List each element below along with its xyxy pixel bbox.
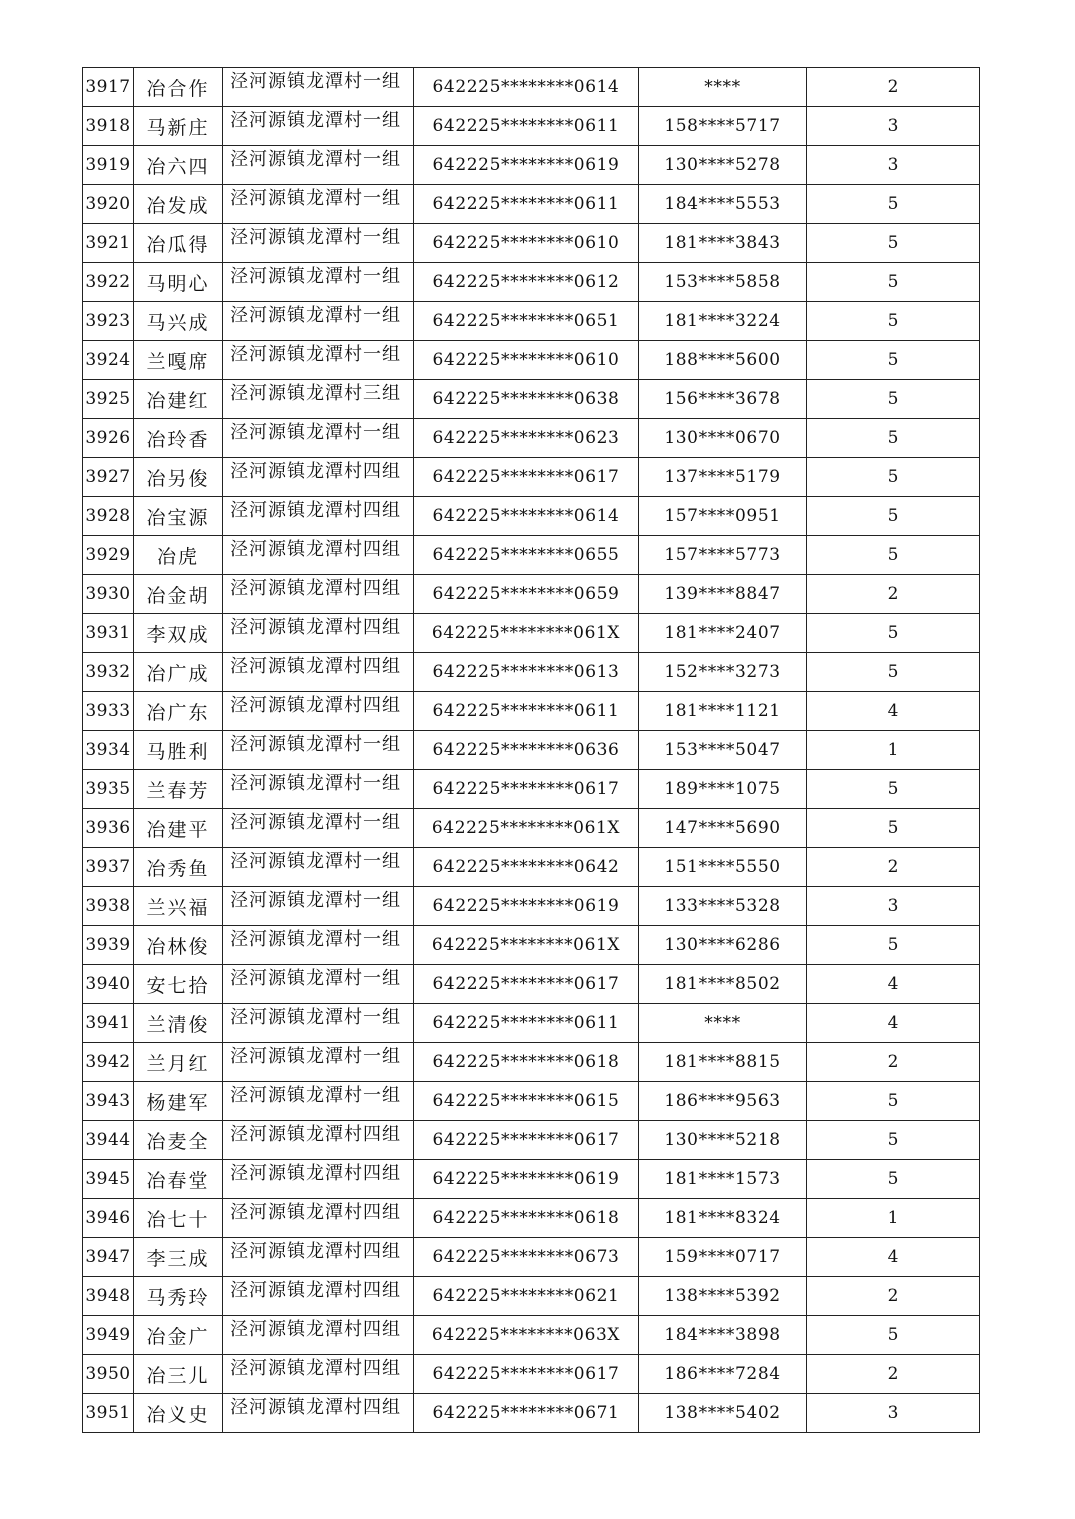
address-cell <box>223 1160 414 1199</box>
phone-cell: 159****0717 <box>639 1238 807 1277</box>
id-number-cell: 642225********0619 <box>414 1160 639 1199</box>
phone-cell: 181****1121 <box>639 692 807 731</box>
id-number-cell: 642225********0642 <box>414 848 639 887</box>
address-text: 泾河源镇龙潭村一组 <box>230 773 401 794</box>
name-cell: 冶义史 <box>134 1394 223 1433</box>
household-count-cell: 3 <box>807 1394 980 1433</box>
table-row <box>83 692 980 731</box>
id-number-cell: 642225********0619 <box>414 146 639 185</box>
household-count-cell: 3 <box>807 146 980 185</box>
id-number-cell: 642225********0611 <box>414 107 639 146</box>
table-row <box>83 107 980 146</box>
address-text: 泾河源镇龙潭村四组 <box>230 1202 401 1223</box>
household-count-cell: 2 <box>807 1277 980 1316</box>
address-text: 泾河源镇龙潭村四组 <box>230 1358 401 1379</box>
row-number-cell: 3936 <box>83 809 134 848</box>
row-number-cell: 3918 <box>83 107 134 146</box>
address-cell <box>223 1394 414 1433</box>
row-number-cell: 3948 <box>83 1277 134 1316</box>
household-count-cell: 4 <box>807 965 980 1004</box>
table-row <box>83 926 980 965</box>
id-number-cell: 642225********0612 <box>414 263 639 302</box>
row-number-cell: 3933 <box>83 692 134 731</box>
table-row <box>83 1043 980 1082</box>
table-row <box>83 1199 980 1238</box>
phone-cell: 151****5550 <box>639 848 807 887</box>
address-text: 泾河源镇龙潭村一组 <box>230 1007 401 1028</box>
household-count-cell: 2 <box>807 68 980 107</box>
id-number-cell: 642225********0617 <box>414 1121 639 1160</box>
address-cell <box>223 263 414 302</box>
name-cell: 冶发成 <box>134 185 223 224</box>
household-count-cell: 3 <box>807 107 980 146</box>
name-cell: 冶林俊 <box>134 926 223 965</box>
row-number-cell: 3924 <box>83 341 134 380</box>
phone-cell: 181****3224 <box>639 302 807 341</box>
address-cell <box>223 614 414 653</box>
address-cell <box>223 497 414 536</box>
row-number-cell: 3937 <box>83 848 134 887</box>
table-row <box>83 575 980 614</box>
household-count-cell: 5 <box>807 263 980 302</box>
address-cell <box>223 926 414 965</box>
name-cell: 冶另俊 <box>134 458 223 497</box>
row-number-cell: 3935 <box>83 770 134 809</box>
address-text: 泾河源镇龙潭村四组 <box>230 1163 401 1184</box>
name-cell: 冶建红 <box>134 380 223 419</box>
address-cell <box>223 653 414 692</box>
table-row <box>83 1004 980 1043</box>
phone-cell: 147****5690 <box>639 809 807 848</box>
phone-cell: 189****1075 <box>639 770 807 809</box>
household-count-cell: 2 <box>807 1355 980 1394</box>
id-number-cell: 642225********0611 <box>414 1004 639 1043</box>
phone-cell: **** <box>639 68 807 107</box>
row-number-cell: 3938 <box>83 887 134 926</box>
id-number-cell: 642225********0671 <box>414 1394 639 1433</box>
name-cell: 兰兴福 <box>134 887 223 926</box>
row-number-cell: 3950 <box>83 1355 134 1394</box>
address-text: 泾河源镇龙潭村四组 <box>230 1241 401 1262</box>
address-cell <box>223 770 414 809</box>
table-row <box>83 614 980 653</box>
id-number-cell: 642225********061X <box>414 926 639 965</box>
row-number-cell: 3941 <box>83 1004 134 1043</box>
address-text: 泾河源镇龙潭村一组 <box>230 149 401 170</box>
address-cell <box>223 965 414 1004</box>
id-number-cell: 642225********0611 <box>414 692 639 731</box>
phone-cell: 181****8815 <box>639 1043 807 1082</box>
address-cell <box>223 1277 414 1316</box>
household-count-cell: 5 <box>807 1160 980 1199</box>
address-text: 泾河源镇龙潭村四组 <box>230 1319 401 1340</box>
row-number-cell: 3919 <box>83 146 134 185</box>
id-number-cell: 642225********0618 <box>414 1199 639 1238</box>
row-number-cell: 3951 <box>83 1394 134 1433</box>
address-cell <box>223 731 414 770</box>
household-count-cell: 5 <box>807 1082 980 1121</box>
table-row <box>83 458 980 497</box>
table-row <box>83 263 980 302</box>
phone-cell: 130****5278 <box>639 146 807 185</box>
id-number-cell: 642225********0614 <box>414 497 639 536</box>
address-text: 泾河源镇龙潭村一组 <box>230 734 401 755</box>
name-cell: 马新庄 <box>134 107 223 146</box>
name-cell: 李双成 <box>134 614 223 653</box>
table-row <box>83 770 980 809</box>
address-text: 泾河源镇龙潭村一组 <box>230 110 401 131</box>
address-text: 泾河源镇龙潭村四组 <box>230 461 401 482</box>
address-cell <box>223 224 414 263</box>
table-row <box>83 1160 980 1199</box>
table-row <box>83 341 980 380</box>
household-count-cell: 5 <box>807 302 980 341</box>
name-cell: 冶广东 <box>134 692 223 731</box>
address-cell <box>223 1121 414 1160</box>
id-number-cell: 642225********0621 <box>414 1277 639 1316</box>
table-row <box>83 497 980 536</box>
address-cell <box>223 380 414 419</box>
address-text: 泾河源镇龙潭村四组 <box>230 500 401 521</box>
phone-cell: 130****6286 <box>639 926 807 965</box>
name-cell: 冶玲香 <box>134 419 223 458</box>
address-cell <box>223 1004 414 1043</box>
phone-cell: 184****3898 <box>639 1316 807 1355</box>
phone-cell: 137****5179 <box>639 458 807 497</box>
household-count-cell: 5 <box>807 224 980 263</box>
household-count-cell: 5 <box>807 614 980 653</box>
table-row <box>83 146 980 185</box>
table-row <box>83 848 980 887</box>
name-cell: 兰嘎席 <box>134 341 223 380</box>
row-number-cell: 3929 <box>83 536 134 575</box>
name-cell: 冶春堂 <box>134 1160 223 1199</box>
household-count-cell: 4 <box>807 692 980 731</box>
phone-cell: 186****7284 <box>639 1355 807 1394</box>
table-row <box>83 419 980 458</box>
household-count-cell: 5 <box>807 653 980 692</box>
name-cell: 冶广成 <box>134 653 223 692</box>
household-count-cell: 1 <box>807 1199 980 1238</box>
row-number-cell: 3931 <box>83 614 134 653</box>
address-text: 泾河源镇龙潭村四组 <box>230 1280 401 1301</box>
name-cell: 马胜利 <box>134 731 223 770</box>
id-number-cell: 642225********0655 <box>414 536 639 575</box>
address-cell <box>223 809 414 848</box>
id-number-cell: 642225********0617 <box>414 458 639 497</box>
address-cell <box>223 458 414 497</box>
phone-cell: 133****5328 <box>639 887 807 926</box>
household-count-cell: 2 <box>807 848 980 887</box>
address-cell <box>223 68 414 107</box>
table-row <box>83 887 980 926</box>
address-text: 泾河源镇龙潭村一组 <box>230 851 401 872</box>
id-number-cell: 642225********0619 <box>414 887 639 926</box>
id-number-cell: 642225********063X <box>414 1316 639 1355</box>
household-count-cell: 4 <box>807 1004 980 1043</box>
name-cell: 马明心 <box>134 263 223 302</box>
row-number-cell: 3920 <box>83 185 134 224</box>
table-row <box>83 380 980 419</box>
id-number-cell: 642225********061X <box>414 809 639 848</box>
household-count-cell: 2 <box>807 575 980 614</box>
address-text: 泾河源镇龙潭村四组 <box>230 1397 401 1418</box>
household-count-cell: 5 <box>807 458 980 497</box>
address-text: 泾河源镇龙潭村一组 <box>230 71 401 92</box>
address-cell <box>223 107 414 146</box>
household-count-cell: 4 <box>807 1238 980 1277</box>
phone-cell: 186****9563 <box>639 1082 807 1121</box>
household-count-cell: 5 <box>807 536 980 575</box>
address-cell <box>223 302 414 341</box>
table-row <box>83 68 980 107</box>
address-text: 泾河源镇龙潭村三组 <box>230 383 401 404</box>
address-cell <box>223 341 414 380</box>
phone-cell: 138****5392 <box>639 1277 807 1316</box>
household-count-cell: 5 <box>807 419 980 458</box>
address-text: 泾河源镇龙潭村四组 <box>230 617 401 638</box>
records-table <box>82 67 980 1433</box>
household-count-cell: 5 <box>807 341 980 380</box>
phone-cell: 188****5600 <box>639 341 807 380</box>
address-text: 泾河源镇龙潭村一组 <box>230 929 401 950</box>
address-text: 泾河源镇龙潭村四组 <box>230 1124 401 1145</box>
table-row <box>83 1355 980 1394</box>
name-cell: 冶三儿 <box>134 1355 223 1394</box>
row-number-cell: 3942 <box>83 1043 134 1082</box>
address-cell <box>223 1316 414 1355</box>
name-cell: 冶金胡 <box>134 575 223 614</box>
name-cell: 冶七十 <box>134 1199 223 1238</box>
row-number-cell: 3927 <box>83 458 134 497</box>
name-cell: 李三成 <box>134 1238 223 1277</box>
name-cell: 杨建军 <box>134 1082 223 1121</box>
row-number-cell: 3922 <box>83 263 134 302</box>
household-count-cell: 5 <box>807 380 980 419</box>
id-number-cell: 642225********0610 <box>414 341 639 380</box>
table-row <box>83 731 980 770</box>
phone-cell: 157****0951 <box>639 497 807 536</box>
row-number-cell: 3928 <box>83 497 134 536</box>
name-cell: 冶虎 <box>134 536 223 575</box>
address-text: 泾河源镇龙潭村一组 <box>230 227 401 248</box>
name-cell: 兰春芳 <box>134 770 223 809</box>
address-text: 泾河源镇龙潭村一组 <box>230 188 401 209</box>
table-row <box>83 1082 980 1121</box>
table-row <box>83 1394 980 1433</box>
address-text: 泾河源镇龙潭村一组 <box>230 305 401 326</box>
row-number-cell: 3930 <box>83 575 134 614</box>
id-number-cell: 642225********0638 <box>414 380 639 419</box>
address-cell <box>223 1199 414 1238</box>
address-text: 泾河源镇龙潭村四组 <box>230 578 401 599</box>
phone-cell: 130****5218 <box>639 1121 807 1160</box>
address-text: 泾河源镇龙潭村四组 <box>230 539 401 560</box>
table-row <box>83 809 980 848</box>
name-cell: 冶瓜得 <box>134 224 223 263</box>
id-number-cell: 642225********0623 <box>414 419 639 458</box>
household-count-cell: 5 <box>807 497 980 536</box>
phone-cell: 156****3678 <box>639 380 807 419</box>
phone-cell: 153****5858 <box>639 263 807 302</box>
name-cell: 冶金广 <box>134 1316 223 1355</box>
id-number-cell: 642225********0617 <box>414 1355 639 1394</box>
phone-cell: 158****5717 <box>639 107 807 146</box>
name-cell: 兰清俊 <box>134 1004 223 1043</box>
household-count-cell: 3 <box>807 887 980 926</box>
row-number-cell: 3923 <box>83 302 134 341</box>
row-number-cell: 3917 <box>83 68 134 107</box>
address-text: 泾河源镇龙潭村一组 <box>230 812 401 833</box>
address-cell <box>223 692 414 731</box>
name-cell: 兰月红 <box>134 1043 223 1082</box>
address-cell <box>223 536 414 575</box>
household-count-cell: 1 <box>807 731 980 770</box>
table-row <box>83 302 980 341</box>
phone-cell: 181****1573 <box>639 1160 807 1199</box>
row-number-cell: 3949 <box>83 1316 134 1355</box>
address-text: 泾河源镇龙潭村一组 <box>230 344 401 365</box>
address-text: 泾河源镇龙潭村一组 <box>230 266 401 287</box>
address-cell <box>223 575 414 614</box>
household-count-cell: 5 <box>807 770 980 809</box>
address-text: 泾河源镇龙潭村四组 <box>230 656 401 677</box>
row-number-cell: 3943 <box>83 1082 134 1121</box>
id-number-cell: 642225********0615 <box>414 1082 639 1121</box>
records-table-body <box>83 68 980 1433</box>
phone-cell: **** <box>639 1004 807 1043</box>
address-cell <box>223 887 414 926</box>
row-number-cell: 3921 <box>83 224 134 263</box>
phone-cell: 153****5047 <box>639 731 807 770</box>
name-cell: 马秀玲 <box>134 1277 223 1316</box>
phone-cell: 152****3273 <box>639 653 807 692</box>
name-cell: 冶宝源 <box>134 497 223 536</box>
household-count-cell: 2 <box>807 1043 980 1082</box>
id-number-cell: 642225********0613 <box>414 653 639 692</box>
phone-cell: 138****5402 <box>639 1394 807 1433</box>
name-cell: 冶秀鱼 <box>134 848 223 887</box>
row-number-cell: 3934 <box>83 731 134 770</box>
id-number-cell: 642225********0614 <box>414 68 639 107</box>
table-row <box>83 1238 980 1277</box>
id-number-cell: 642225********0659 <box>414 575 639 614</box>
name-cell: 冶合作 <box>134 68 223 107</box>
name-cell: 安七拾 <box>134 965 223 1004</box>
name-cell: 马兴成 <box>134 302 223 341</box>
household-count-cell: 5 <box>807 1316 980 1355</box>
row-number-cell: 3945 <box>83 1160 134 1199</box>
table-row <box>83 965 980 1004</box>
address-cell <box>223 848 414 887</box>
id-number-cell: 642225********0673 <box>414 1238 639 1277</box>
phone-cell: 181****8324 <box>639 1199 807 1238</box>
address-text: 泾河源镇龙潭村一组 <box>230 968 401 989</box>
row-number-cell: 3939 <box>83 926 134 965</box>
address-cell <box>223 1043 414 1082</box>
table-row <box>83 185 980 224</box>
table-row <box>83 1121 980 1160</box>
address-text: 泾河源镇龙潭村一组 <box>230 1085 401 1106</box>
name-cell: 冶建平 <box>134 809 223 848</box>
phone-cell: 130****0670 <box>639 419 807 458</box>
id-number-cell: 642225********0651 <box>414 302 639 341</box>
address-text: 泾河源镇龙潭村一组 <box>230 890 401 911</box>
id-number-cell: 642225********0617 <box>414 965 639 1004</box>
row-number-cell: 3940 <box>83 965 134 1004</box>
table-row <box>83 224 980 263</box>
address-cell <box>223 419 414 458</box>
household-count-cell: 5 <box>807 1121 980 1160</box>
id-number-cell: 642225********0611 <box>414 185 639 224</box>
address-cell <box>223 146 414 185</box>
id-number-cell: 642225********0610 <box>414 224 639 263</box>
row-number-cell: 3925 <box>83 380 134 419</box>
phone-cell: 184****5553 <box>639 185 807 224</box>
household-count-cell: 5 <box>807 809 980 848</box>
address-cell <box>223 1082 414 1121</box>
row-number-cell: 3944 <box>83 1121 134 1160</box>
row-number-cell: 3947 <box>83 1238 134 1277</box>
phone-cell: 181****2407 <box>639 614 807 653</box>
table-row <box>83 536 980 575</box>
address-text: 泾河源镇龙潭村一组 <box>230 422 401 443</box>
household-count-cell: 5 <box>807 185 980 224</box>
address-text: 泾河源镇龙潭村四组 <box>230 695 401 716</box>
id-number-cell: 642225********061X <box>414 614 639 653</box>
address-cell <box>223 1355 414 1394</box>
phone-cell: 181****3843 <box>639 224 807 263</box>
household-count-cell: 5 <box>807 926 980 965</box>
address-cell <box>223 1238 414 1277</box>
row-number-cell: 3946 <box>83 1199 134 1238</box>
name-cell: 冶麦全 <box>134 1121 223 1160</box>
table-row <box>83 653 980 692</box>
id-number-cell: 642225********0618 <box>414 1043 639 1082</box>
phone-cell: 181****8502 <box>639 965 807 1004</box>
phone-cell: 139****8847 <box>639 575 807 614</box>
name-cell: 冶六四 <box>134 146 223 185</box>
address-text: 泾河源镇龙潭村一组 <box>230 1046 401 1067</box>
table-row <box>83 1316 980 1355</box>
id-number-cell: 642225********0617 <box>414 770 639 809</box>
row-number-cell: 3932 <box>83 653 134 692</box>
id-number-cell: 642225********0636 <box>414 731 639 770</box>
phone-cell: 157****5773 <box>639 536 807 575</box>
address-cell <box>223 185 414 224</box>
table-row <box>83 1277 980 1316</box>
row-number-cell: 3926 <box>83 419 134 458</box>
